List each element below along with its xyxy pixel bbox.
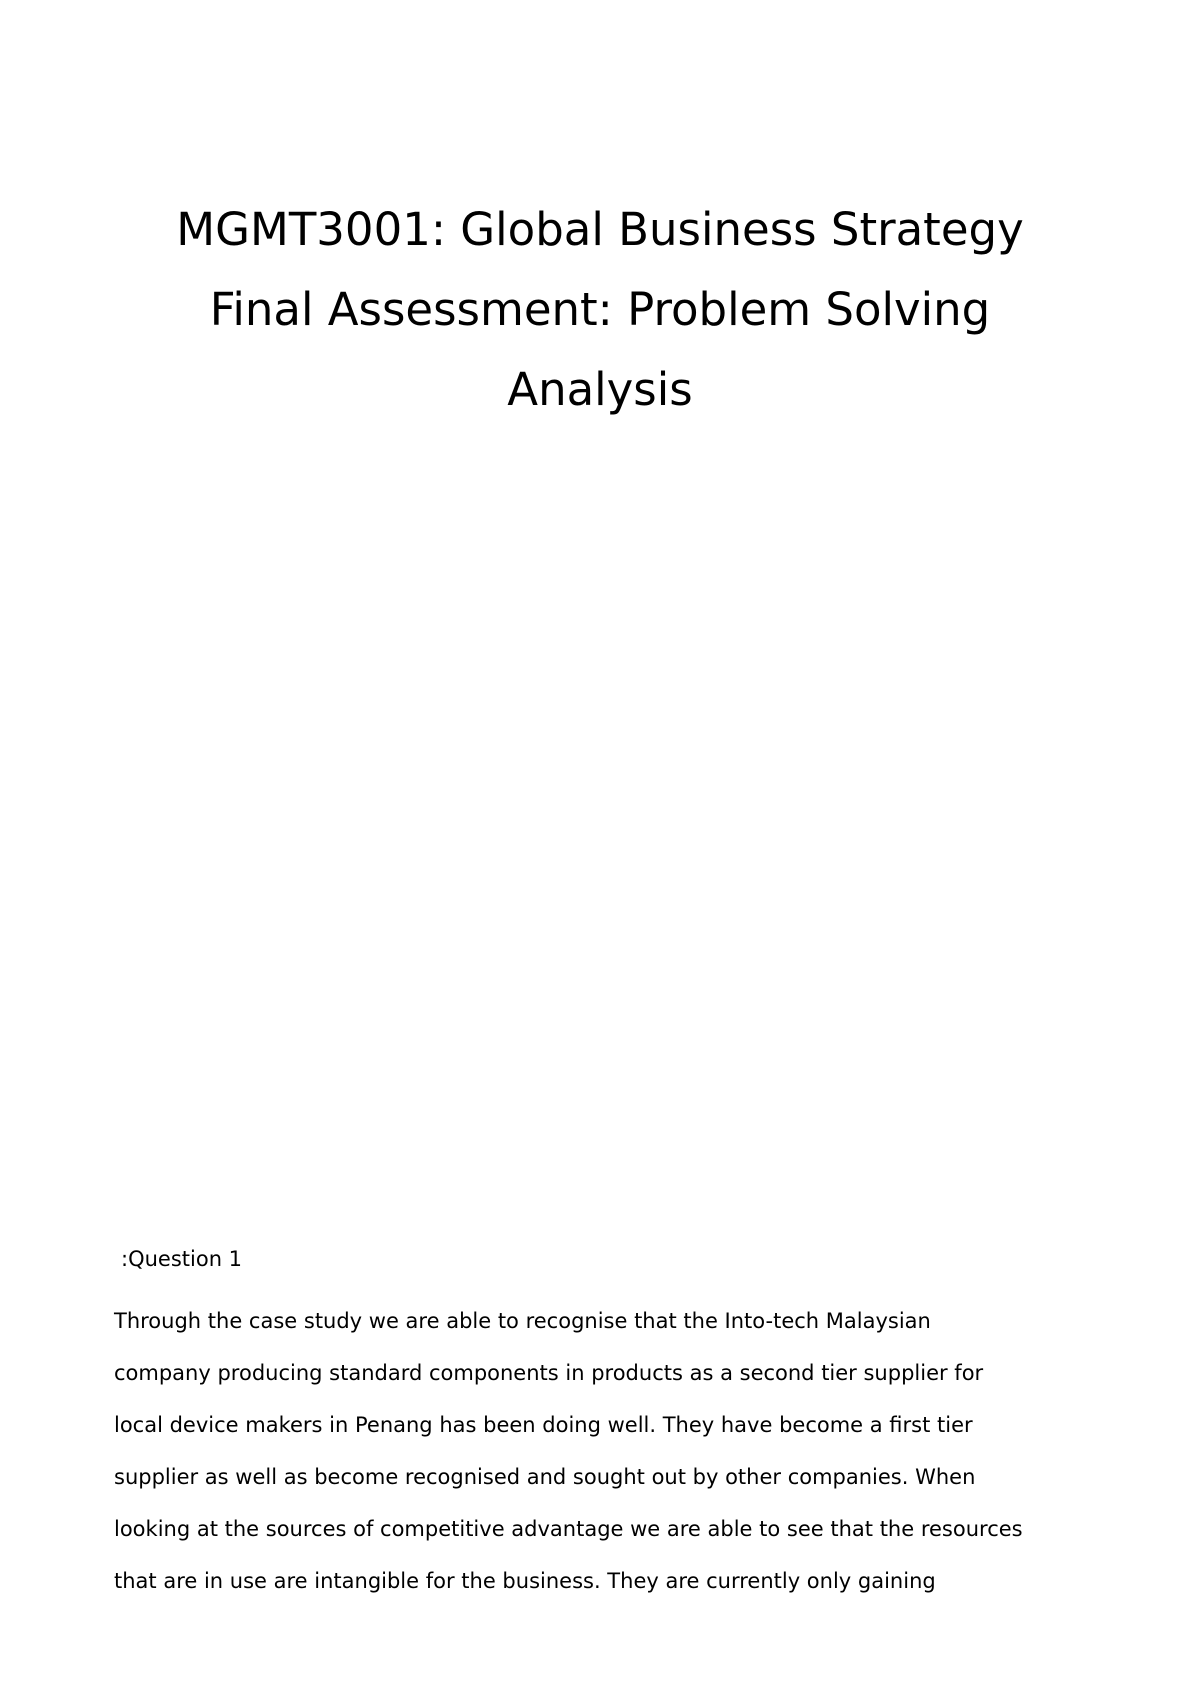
document-title [0,190,1200,430]
question-heading: :Question 1 [121,1247,243,1271]
paragraph-line: that are in use are intangible for the business. They are currently only gaining [114,1569,936,1593]
question-answer-paragraph [114,1295,1094,1607]
title-line-analysis: Analysis [507,363,693,416]
paragraph-line: Through the case study we are able to recognise that the Into-tech Malaysian [114,1309,931,1333]
paragraph-line: local device makers in Penang has been doing well. They have become a first tier [114,1413,973,1437]
title-line-assessment: Final Assessment: Problem Solving [209,283,991,336]
paragraph-line: company producing standard components in products as a second tier supplier for [114,1361,984,1385]
paragraph-line: looking at the sources of competitive advantage we are able to see that the resources [114,1517,1023,1541]
paragraph-line: supplier as well as become recognised and sought out by other companies. When [114,1465,976,1489]
title-line-course: MGMT3001: Global Business Strategy [176,203,1024,256]
